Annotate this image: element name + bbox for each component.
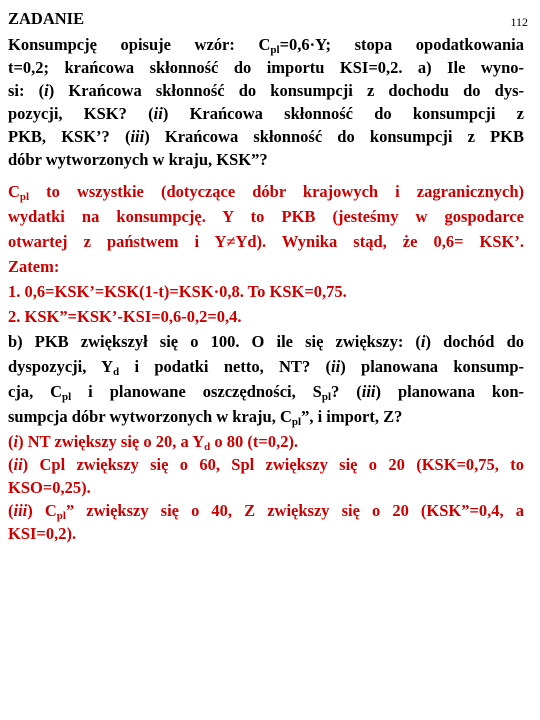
answer-line: KSI=0,2). bbox=[8, 524, 77, 543]
page-number: 112 bbox=[510, 15, 528, 29]
answer-line: 2. KSK”=KSK’-KSI=0,6-0,2=0,4. bbox=[8, 307, 242, 326]
answer-line: 1. 0,6=KSK’=KSK(1-t)=KSK·0,8. To KSK=0,75. bbox=[8, 282, 347, 301]
task-line: b) PKB zwiększył się o 100. O ile się zwiększy: (i) dochód do bbox=[8, 332, 524, 351]
answer-line: KSO=0,25). bbox=[8, 478, 91, 497]
task-line: sumpcja dóbr wytworzonych w kraju, $C_{pl}$”, i import, Z? bbox=[8, 407, 403, 428]
answer-line: (i) NT zwiększy się o 20, a $Y_d$ o 80 (t=0,2). bbox=[8, 432, 299, 453]
task-line: cja, $C_{pl}$ i planowane oszczędności, $S_{pl}$? (iii) planowana kon- bbox=[8, 382, 525, 403]
answer-line: Zatem: bbox=[8, 257, 60, 276]
task-line: PKB, KSK’? (iii) Krańcowa skłonność do konsumpcji z PKB bbox=[8, 127, 524, 146]
answer-line: $C_{pl}$ to wszystkie (dotyczące dóbr krajowych i zagranicznych) bbox=[8, 182, 524, 203]
task-line: dyspozycji, $Y_d$ i podatki netto, NT? (ii) planowana konsump- bbox=[8, 357, 524, 378]
task-line: si: (i) Krańcowa skłonność do konsumpcji z dochodu do dys- bbox=[8, 81, 525, 100]
answer-line: (ii) Cpl zwiększy się o 60, Spl zwiększy się o 20 (KSK=0,75, to bbox=[8, 455, 524, 474]
task-title: ZADANIE bbox=[8, 9, 85, 28]
task-line: pozycji, KSK? (ii) Krańcowa skłonność do konsumpcji z bbox=[8, 104, 524, 123]
answer-line: wydatki na konsumpcję. Y to PKB (jesteśmy w gospodarce bbox=[8, 207, 524, 226]
task-line: Konsumpcję opisuje wzór: $C_{pl}=0,6\cdot Y$; stopa opodatkowania bbox=[8, 35, 525, 56]
answer-line: otwartej z państwem i Y≠Yd). Wynika stąd, że 0,6= KSK’. bbox=[8, 232, 524, 251]
answer-line: (iii) $C_{pl}$” zwiększy się o 40, Z zwiększy się o 20 (KSK”=0,4, a bbox=[8, 501, 524, 522]
task-line: dóbr wytworzonych w kraju, KSK”? bbox=[8, 150, 268, 169]
task-line: t=0,2; krańcowa skłonność do importu KSI=0,2. a) Ile wyno- bbox=[8, 58, 524, 77]
